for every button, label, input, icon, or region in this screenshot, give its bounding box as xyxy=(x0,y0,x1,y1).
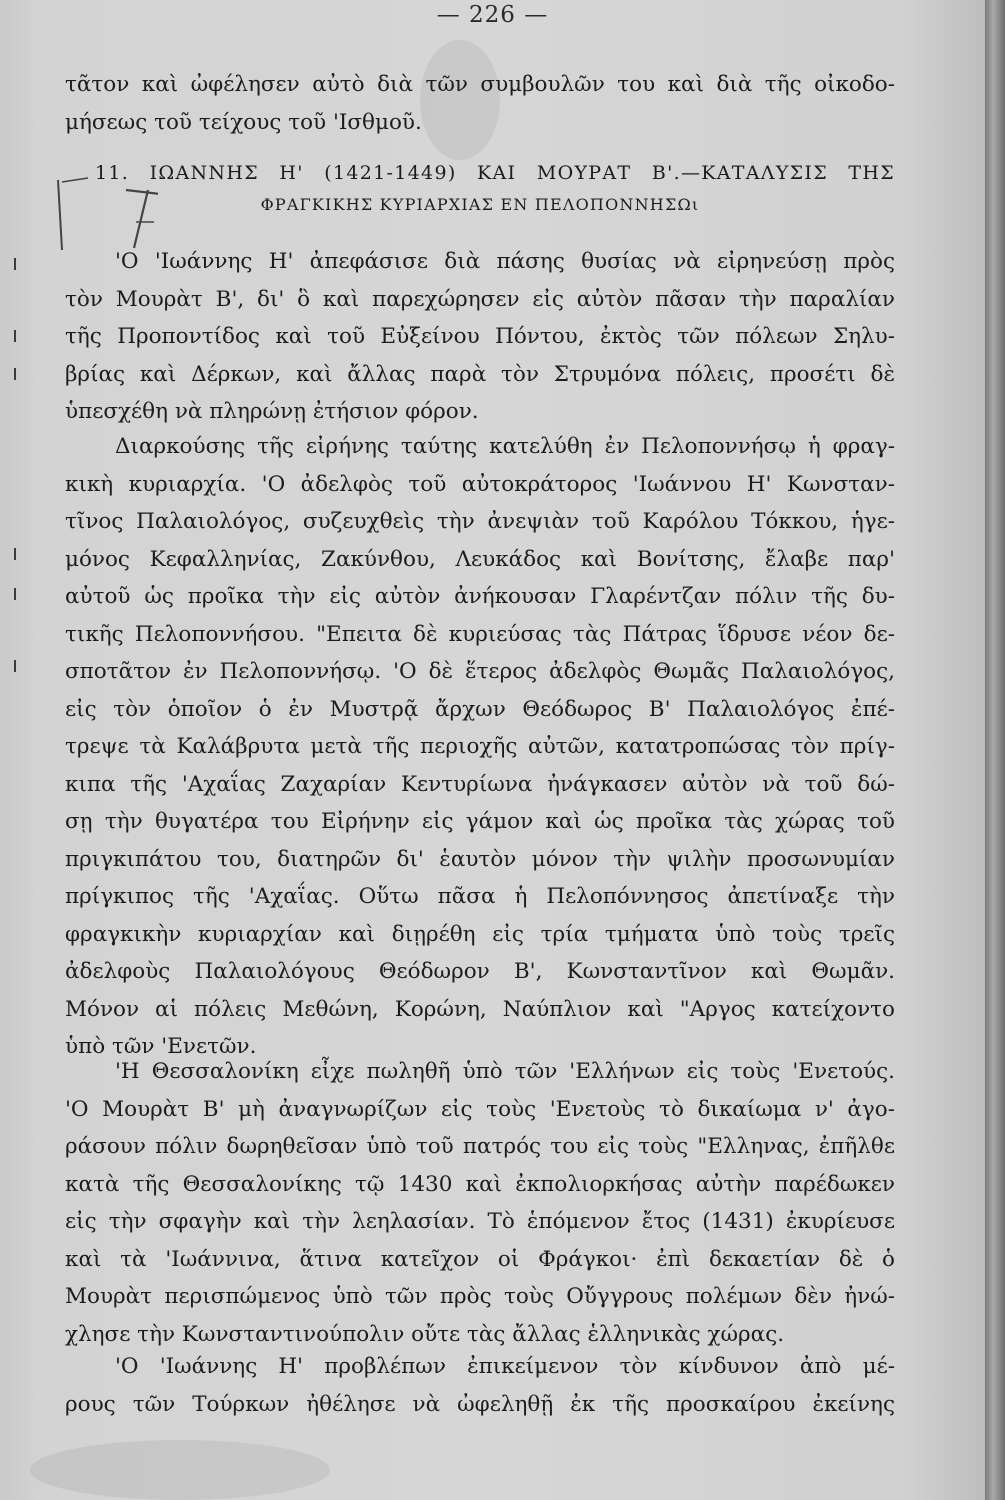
text-line: τᾶτον καὶ ὠφέλησεν αὐτὸ διὰ τῶν συμβουλῶν του καὶ διὰ τῆς οἰκοδο- xyxy=(65,72,895,97)
text-line: κατὰ τῆς Θεσσαλονίκης τῷ 1430 καὶ ἐκπολιορκήσας αὐτὴν παρέδωκεν xyxy=(65,1171,895,1197)
paper-stain xyxy=(30,1440,330,1500)
text-line: ρους τῶν Τούρκων ἠθέλησε νὰ ὠφεληθῇ ἐκ τῆς προσκαίρου ἐκείνης xyxy=(65,1391,895,1417)
text-line: Μόνον αἱ πόλεις Μεθώνη, Κορώνη, Ναύπλιον καὶ "Αργος κατείχοντο xyxy=(65,996,895,1022)
text-line: 'Η Θεσσαλονίκη εἶχε πωληθῆ ὑπὸ τῶν 'Ελλήνων εἰς τοὺς 'Ενετούς. xyxy=(115,1059,895,1084)
text-line: Διαρκούσης τῆς εἰρήνης ταύτης κατελύθη ἐν Πελοποννήσῳ ἡ φραγ- xyxy=(115,434,895,459)
text-line: εἰς τὴν σφαγὴν καὶ τὴν λεηλασίαν. Τὸ ἑπόμενον ἔτος (1431) ἐκυρίευσε xyxy=(65,1209,895,1234)
margin-tick-mark xyxy=(14,330,16,342)
margin-tick-mark xyxy=(14,588,16,600)
text-line: τῆς Προποντίδος καὶ τοῦ Εὐξείνου Πόντου, ἐκτὸς τῶν πόλεων Σηλυ- xyxy=(65,324,895,349)
text-line: εἰς τὸν ὁποῖον ὁ ἐν Μυστρᾷ ἄρχων Θεόδωρος Β' Παλαιολόγος ἐπέ- xyxy=(65,696,895,722)
page-number: — 226 — xyxy=(436,2,549,28)
text-line: τῖνος Παλαιολόγος, συζευχθεὶς τὴν ἀνεψιὰν τοῦ Καρόλου Τόκκου, ἡγε- xyxy=(65,509,895,534)
paragraph-2 xyxy=(65,428,895,1066)
text-line: 'Ο Μουρὰτ Β' μὴ ἀναγνωρίζων εἰς τοὺς 'Ενετοὺς τὸ δικαίωμα ν' ἀγο- xyxy=(65,1096,895,1122)
margin-tick-mark xyxy=(14,368,16,380)
intro-text xyxy=(65,66,895,141)
section-heading-title: 11. ΙΩΑΝΝΗΣ Η' (1421-1449) ΚΑΙ ΜΟΥΡΑΤ Β'.—ΚΑΤΑΛΥΣΙΣ ΤΗΣ xyxy=(95,162,895,184)
text-line: πρίγκιπος τῆς 'Αχαΐας. Οὕτω πᾶσα ἡ Πελοπόννησος ἀπετίναξε τὴν xyxy=(65,884,895,909)
text-line: 'Ο 'Ιωάννης Η' προβλέπων ἐπικείμενον τὸν κίνδυνον ἀπὸ μέ- xyxy=(115,1354,895,1379)
text-line: ράσουν πόλιν δωρηθεῖσαν ὑπὸ τοῦ πατρός του εἰς τοὺς "Ελληνας, ἐπῆλθε xyxy=(65,1134,895,1159)
section-heading-subtitle: ΦΡΑΓΚΙΚΗΣ ΚΥΡΙΑΡΧΙΑΣ ΕΝ ΠΕΛΟΠΟΝΝΗΣΩι xyxy=(260,195,700,214)
text-line: 'Ο 'Ιωάννης Η' ἀπεφάσισε διὰ πάσης θυσίας νὰ εἰρηνεύσῃ πρὸς xyxy=(115,249,895,274)
paragraph-3 xyxy=(65,1053,895,1353)
text-line: Μουρὰτ περισπώμενος ὑπὸ τῶν πρὸς τοὺς Οὔγγρους πολέμων δὲν ἠνώ- xyxy=(65,1284,895,1309)
text-line: σῃ τὴν θυγατέρα του Εἰρήνην εἰς γάμον καὶ ὡς προῖκα τὰς χώρας τοῦ xyxy=(65,809,895,834)
text-line: βρίας καὶ Δέρκων, καὶ ἄλλας παρὰ τὸν Στρυμόνα πόλεις, προσέτι δὲ xyxy=(65,361,895,387)
text-line: χλησε τὴν Κωνσταντινούπολιν οὔτε τὰς ἄλλας ἑλληνικὰς χώρας. xyxy=(65,1321,785,1347)
paragraph-1 xyxy=(65,243,895,431)
text-line: τὸν Μουρὰτ Β', δι' ὃ καὶ παρεχώρησεν εἰς αὐτὸν πᾶσαν τὴν παραλίαν xyxy=(65,286,895,312)
text-line: ἀδελφοὺς Παλαιολόγους Θεόδωρον Β', Κωνσταντῖνον καὶ Θωμᾶν. xyxy=(65,959,895,984)
text-line: μόνος Κεφαλληνίας, Ζακύνθου, Λευκάδος καὶ Βονίτσης, ἔλαβε παρ' xyxy=(65,546,895,572)
text-line: ὑπὸ τῶν 'Ενετῶν. xyxy=(65,1034,257,1059)
margin-tick-mark xyxy=(14,548,16,560)
paragraph-4 xyxy=(65,1348,895,1423)
page-edge-shadow xyxy=(985,0,1005,1500)
text-line: πριγκιπάτου του, διατηρῶν δι' ἑαυτὸν μόνον τὴν ψιλὴν προσωνυμίαν xyxy=(65,846,895,872)
text-line: ὑπεσχέθη νὰ πληρώνῃ ἐτήσιον φόρον. xyxy=(65,399,479,424)
text-line: τικῆς Πελοποννήσου. "Επειτα δὲ κυριεύσας τὰς Πάτρας ἵδρυσε νέον δε- xyxy=(65,621,895,647)
text-line: κιπα τῆς 'Αχαΐας Ζαχαρίαν Κεντυρίωνα ἠνάγκασεν αὐτὸν νὰ τοῦ δώ- xyxy=(65,771,895,797)
text-line: κικὴ κυριαρχία. 'Ο ἀδελφὸς τοῦ αὐτοκράτορος 'Ιωάννου Η' Κωνσταν- xyxy=(65,471,895,497)
text-line: καὶ τὰ 'Ιωάννινα, ἅτινα κατεῖχον οἱ Φράγκοι· ἐπὶ δεκαετίαν δὲ ὁ xyxy=(65,1246,895,1272)
text-line: τρεψε τὰ Καλάβρυτα μετὰ τῆς περιοχῆς αὐτῶν, κατατροπώσας τὸν πρίγ- xyxy=(65,734,895,759)
margin-tick-mark xyxy=(14,258,16,270)
section-heading xyxy=(65,157,895,221)
text-line: σποτᾶτον ἐν Πελοποννήσῳ. 'Ο δὲ ἕτερος ἀδελφὸς Θωμᾶς Παλαιολόγος, xyxy=(65,659,895,684)
margin-tick-mark xyxy=(14,660,16,672)
text-line: μήσεως τοῦ τείχους τοῦ 'Ισθμοῦ. xyxy=(65,109,422,135)
text-line: αὐτοῦ ὡς προῖκα τὴν εἰς αὐτὸν ἀνήκουσαν Γλαρέντζαν πόλιν τῆς δυ- xyxy=(65,584,895,609)
text-line: φραγκικὴν κυριαρχίαν καὶ διῃρέθη εἰς τρία τμήματα ὑπὸ τοὺς τρεῖς xyxy=(65,921,895,947)
